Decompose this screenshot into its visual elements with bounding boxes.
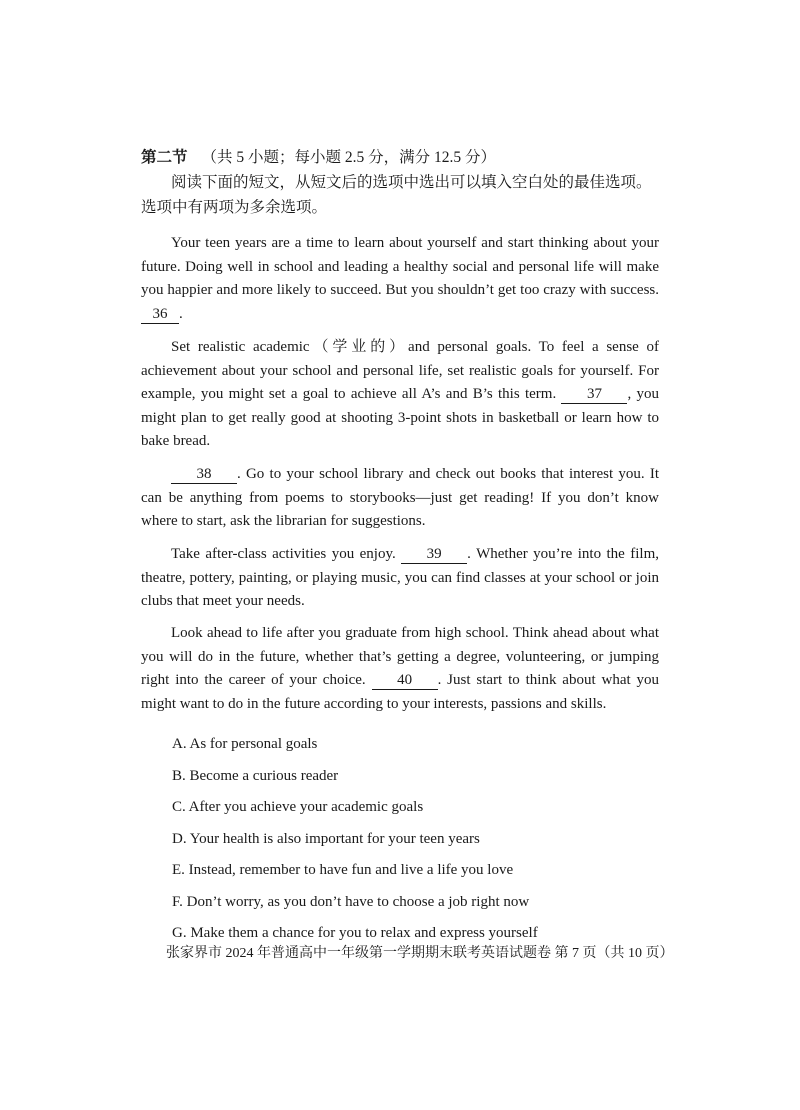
- paragraph-text-after: .: [179, 305, 183, 322]
- section-title: 第二节: [141, 149, 188, 166]
- passage-paragraph-4: [141, 543, 659, 614]
- options-list: [172, 733, 538, 954]
- paragraph-text-after: , you might plan to get really good at shooting 3-point shots in basketball or learn how to bake bread.: [141, 386, 660, 449]
- answer-blank-40: 40: [372, 671, 438, 690]
- section-instructions: 阅读下面的短文，从短文后的选项中选出可以填入空白处的最佳选项。选项中有两项为多余选项。: [141, 174, 652, 216]
- passage-paragraph-5: [141, 622, 659, 716]
- option-b: B. Become a curious reader: [172, 767, 339, 784]
- paragraph-text-after: . Just start to think about what you might want to do in the future according to your interests, passions and skills.: [141, 672, 660, 712]
- answer-blank-37: 37: [561, 385, 627, 404]
- answer-blank-38: 38: [171, 465, 237, 484]
- option-g: G. Make them a chance for you to relax and express yourself: [172, 925, 538, 941]
- section-header: [141, 147, 496, 169]
- paragraph-text: Look ahead to life after you graduate from high school. Think ahead about what you will do in the future, whether that’s getting a degree, volunteering, or jumping right into the career of your choice.: [141, 625, 659, 688]
- answer-blank-39: 39: [401, 545, 467, 564]
- page-footer: 张家界市 2024 年普通高中一年级第一学期期末联考英语试题卷 第 7 页（共 10 页）: [166, 946, 674, 961]
- passage-paragraph-3: [141, 463, 659, 534]
- paragraph-text-after: . Whether you’re into the film, theatre, pottery, painting, or playing music, you can find classes at your school or join clubs that meet your needs.: [141, 546, 659, 609]
- option-e: E. Instead, remember to have fun and live a life you love: [172, 862, 514, 878]
- option-f: F. Don’t worry, as you don’t have to choose a job right now: [172, 893, 530, 910]
- paragraph-text: Set realistic academic（学业的）and personal goals. To feel a sense of achievement about your school and personal life, set realistic goals for yourself. For example, you might set a goal to achieve all A’s and B’s this term.: [141, 339, 659, 402]
- paragraph-text: Take after-class activities you enjoy.: [171, 546, 396, 562]
- section-scoring: （共 5 小题；每小题 2.5 分，满分 12.5 分）: [201, 149, 497, 166]
- option-a: A. As for personal goals: [172, 736, 318, 752]
- option-c: C. After you achieve your academic goals: [172, 799, 424, 815]
- paragraph-text: Your teen years are a time to learn about yourself and start thinking about your future. Doing well in school and leading a healthy social and personal life will make you happier and more likely to succeed. But you shouldn’t get too crazy with success.: [141, 235, 659, 298]
- passage-paragraph-1: [141, 232, 659, 326]
- answer-blank-36: 36: [141, 305, 179, 324]
- paragraph-text-after: . Go to your school library and check out books that interest you. It can be anything from poems to storybooks—just get reading! If you don’t know where to start, ask the librarian for suggestions.: [141, 466, 659, 529]
- passage-paragraph-2: [141, 336, 659, 454]
- option-d: D. Your health is also important for your teen years: [172, 830, 480, 847]
